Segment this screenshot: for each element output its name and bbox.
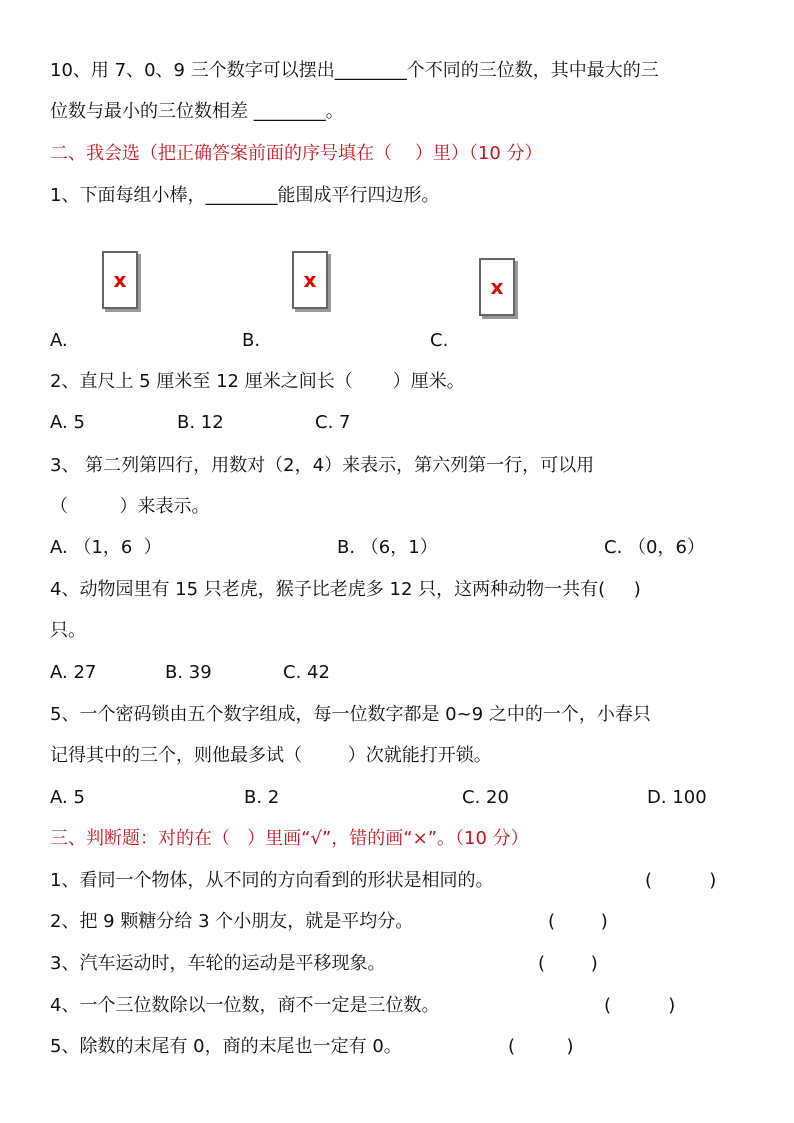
s2-q4-option-a: A. 27: [50, 662, 97, 683]
s3-item-5-answer-blank[interactable]: ( ): [508, 1036, 574, 1057]
s2-q3-option-b: B. （6，1）: [337, 537, 438, 558]
broken-image-icon: x: [479, 258, 515, 316]
s3-item-3-answer-blank[interactable]: ( ): [538, 953, 598, 974]
s2-q4-option-b: B. 39: [165, 662, 212, 683]
s2-q1-option-a: A.: [50, 330, 68, 351]
section2-heading: 二、我会选（把正确答案前面的序号填在（ ）里）（10 分）: [50, 143, 543, 164]
s3-item-5-text: 5、除数的末尾有 0，商的末尾也一定有 0。: [50, 1036, 402, 1057]
s3-item-2-text: 2、把 9 颗糖分给 3 个小朋友，就是平均分。: [50, 911, 414, 932]
s2-q4-option-c: C. 42: [283, 662, 330, 683]
q10-line-2: 位数与最小的三位数相差 ________。: [50, 101, 344, 122]
s2-q2-option-b: B. 12: [177, 412, 224, 433]
s2-q3-option-c: C. （0，6）: [604, 537, 705, 558]
s2-q1-stem: 1、下面每组小棒，________能围成平行四边形。: [50, 185, 440, 206]
s3-item-3-text: 3、汽车运动时，车轮的运动是平移现象。: [50, 953, 386, 974]
s2-q3-line-2: （ ）来表示。: [50, 496, 210, 517]
s2-q2-option-c: C. 7: [315, 412, 351, 433]
s2-q2-option-a: A. 5: [50, 412, 85, 433]
s2-q3-option-a: A. （1，6 ）: [50, 537, 162, 558]
s2-q5-line-2: 记得其中的三个，则他最多试（ ）次就能打开锁。: [50, 745, 492, 766]
s2-q1-option-b: B.: [242, 330, 261, 351]
s2-q5-option-a: A. 5: [50, 787, 85, 808]
broken-image-icon: x: [102, 251, 138, 309]
s2-q5-option-b: B. 2: [244, 787, 280, 808]
broken-image-icon: x: [292, 251, 328, 309]
s3-item-4-answer-blank[interactable]: ( ): [604, 995, 676, 1016]
section3-heading: 三、判断题：对的在（ ）里画“√”，错的画“×”。（10 分）: [50, 828, 529, 849]
s2-q4-line-1: 4、动物园里有 15 只老虎，猴子比老虎多 12 只，这两种动物一共有( ): [50, 579, 641, 600]
s3-item-2-answer-blank[interactable]: ( ): [548, 911, 608, 932]
s2-q2-stem: 2、直尺上 5 厘米至 12 厘米之间长（ ）厘米。: [50, 371, 465, 392]
s3-item-1-answer-blank[interactable]: ( ): [645, 870, 717, 891]
s2-q1-option-c: C.: [430, 330, 449, 351]
s2-q5-line-1: 5、一个密码锁由五个数字组成，每一位数字都是 0~9 之中的一个，小春只: [50, 704, 651, 725]
s3-item-4-text: 4、一个三位数除以一位数，商不一定是三位数。: [50, 995, 440, 1016]
s2-q5-option-c: C. 20: [462, 787, 509, 808]
s2-q3-line-1: 3、 第二列第四行，用数对（2，4）来表示，第六列第一行，可以用: [50, 455, 595, 476]
s2-q4-line-2: 只。: [50, 620, 86, 641]
s2-q5-option-d: D. 100: [647, 787, 707, 808]
q10-line-1: 10、用 7、0、9 三个数字可以摆出________个不同的三位数，其中最大的三: [50, 60, 659, 81]
s3-item-1-text: 1、看同一个物体，从不同的方向看到的形状是相同的。: [50, 870, 494, 891]
